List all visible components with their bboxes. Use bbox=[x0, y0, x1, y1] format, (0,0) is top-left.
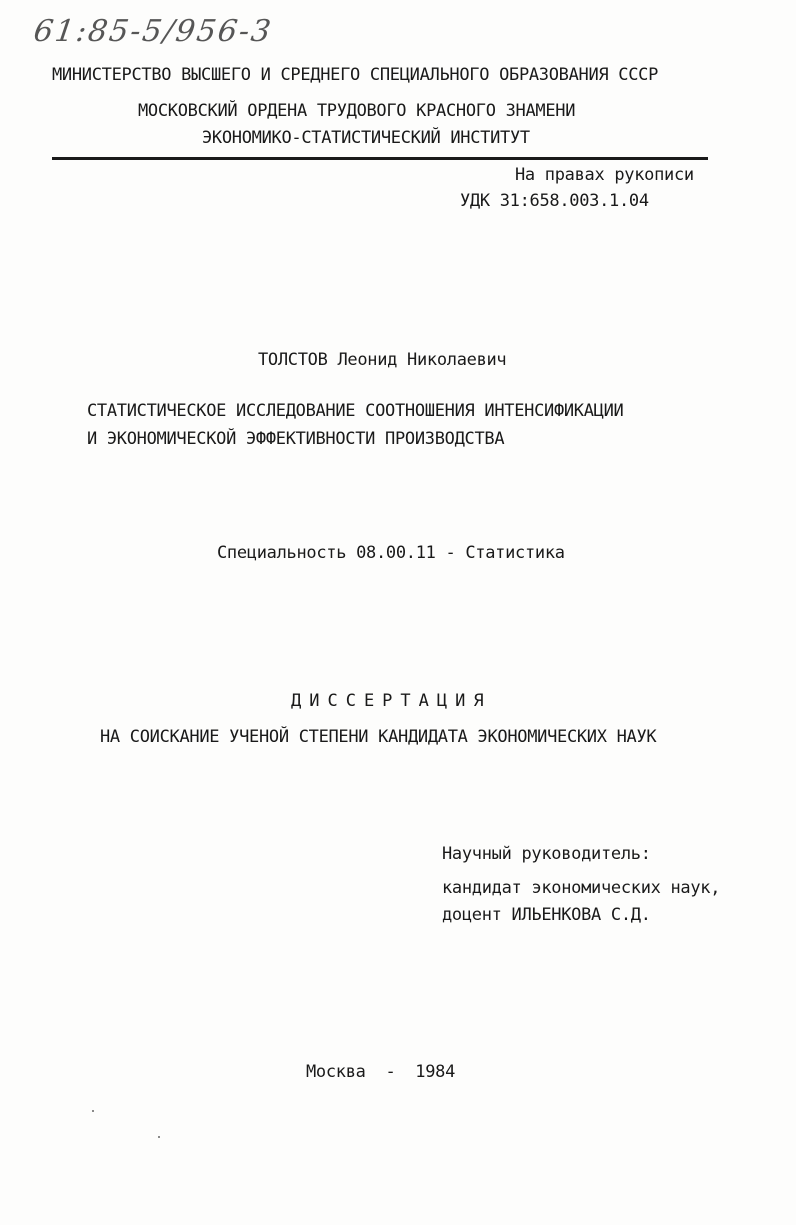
author-name: ТОЛСТОВ Леонид Николаевич bbox=[258, 350, 507, 370]
udk-code: УДК 31:658.003.1.04 bbox=[460, 191, 649, 211]
degree-subheading: НА СОИСКАНИЕ УЧЕНОЙ СТЕПЕНИ КАНДИДАТА ЭКОНОМИЧЕСКИХ НАУК bbox=[100, 727, 657, 747]
manuscript-rights-note: На правах рукописи bbox=[515, 165, 694, 185]
institute-name-line2: ЭКОНОМИКО-СТАТИСТИЧЕСКИЙ ИНСТИТУТ bbox=[202, 128, 530, 148]
dissertation-title-line1: СТАТИСТИЧЕСКОЕ ИССЛЕДОВАНИЕ СООТНОШЕНИЯ ИНТЕНСИФИКАЦИИ bbox=[87, 401, 624, 421]
city-year: Москва - 1984 bbox=[306, 1062, 456, 1082]
header-divider bbox=[52, 157, 708, 160]
specialty-line: Специальность 08.00.11 - Статистика bbox=[217, 543, 565, 563]
supervisor-degree: кандидат экономических наук, bbox=[442, 878, 721, 898]
scan-speck bbox=[92, 1110, 94, 1112]
supervisor-name: доцент ИЛЬЕНКОВА С.Д. bbox=[442, 905, 651, 925]
scan-speck bbox=[158, 1136, 160, 1138]
supervisor-label: Научный руководитель: bbox=[442, 844, 651, 864]
dissertation-title-line2: И ЭКОНОМИЧЕСКОЙ ЭФФЕКТИВНОСТИ ПРОИЗВОДСТВА bbox=[87, 429, 505, 449]
ministry-heading: МИНИСТЕРСТВО ВЫСШЕГО И СРЕДНЕГО СПЕЦИАЛЬНОГО ОБРАЗОВАНИЯ СССР bbox=[52, 65, 659, 85]
dissertation-heading: ДИССЕРТАЦИЯ bbox=[291, 691, 492, 711]
institute-name-line1: МОСКОВСКИЙ ОРДЕНА ТРУДОВОГО КРАСНОГО ЗНАМЕНИ bbox=[138, 101, 576, 121]
archive-mark-handwritten: 61:85-5/956-3 bbox=[31, 14, 275, 49]
